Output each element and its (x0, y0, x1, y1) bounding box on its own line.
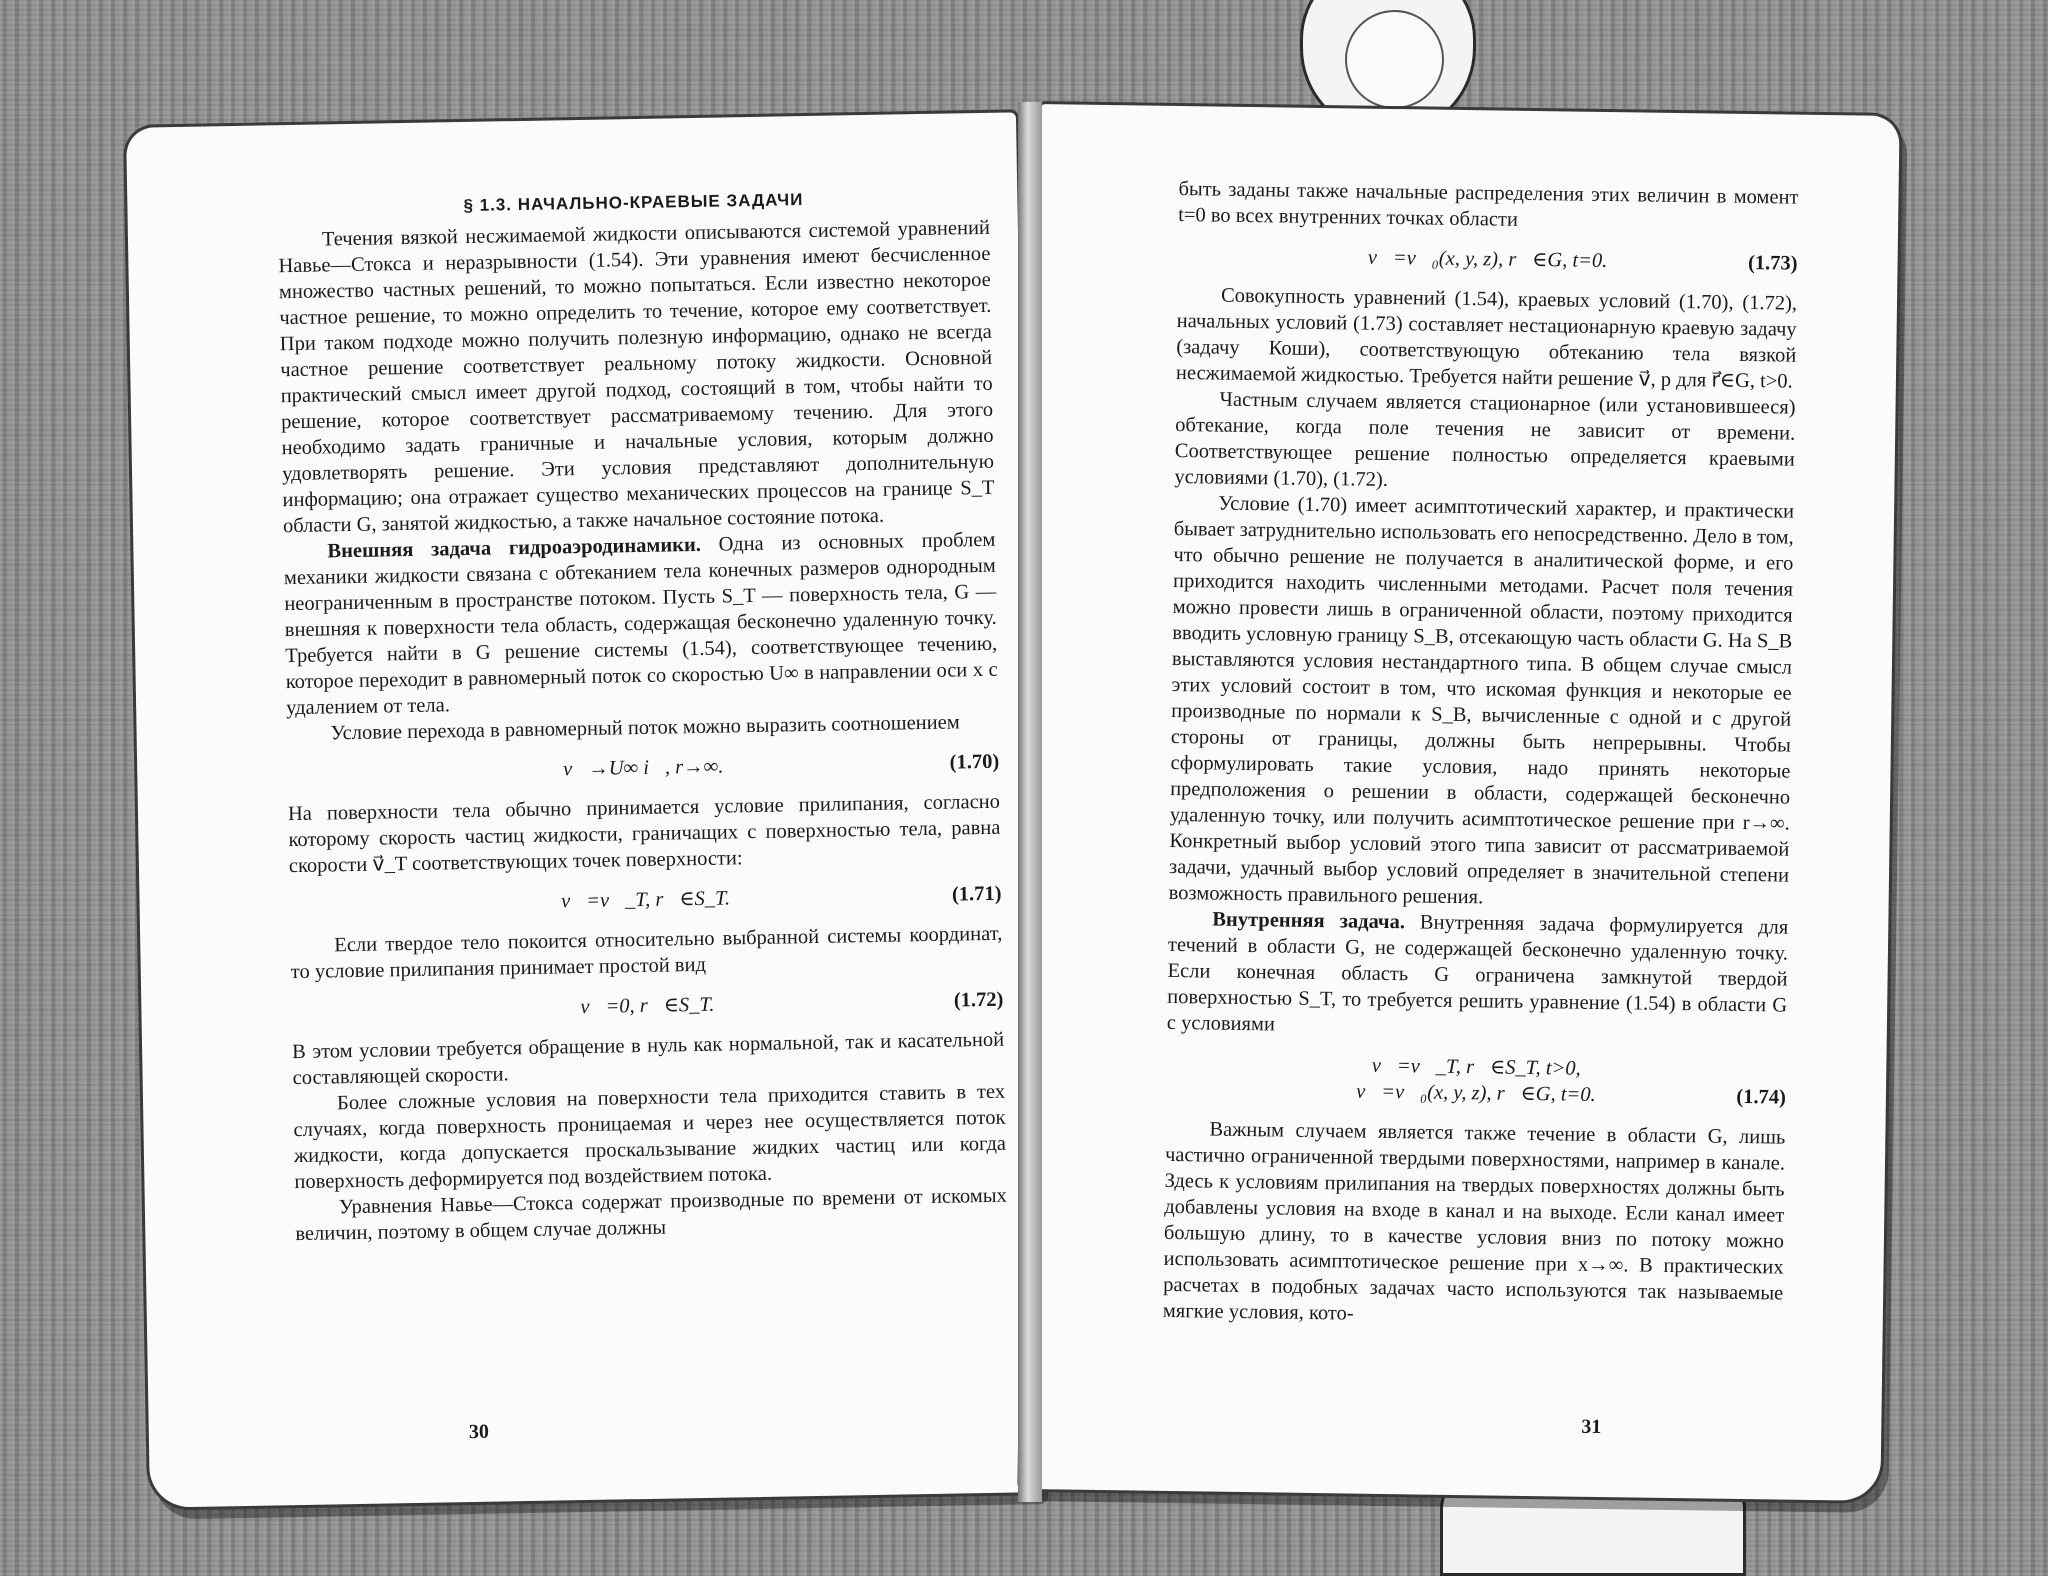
right-page-text (1163, 176, 1799, 1333)
paragraph: Совокупность уравнений (1.54), краевых условий (1.70), (1.72), начальных условий (1.73) составляет нестационарную краевую задачу (задачу Коши), соответствующую обтеканию тела вязкой несжимаемой жидкостью. Требуется найти решение v⃗, p для r⃗∈G, t>0. (1175, 284, 1798, 393)
subheading: Внутренняя задача. (1212, 908, 1406, 934)
formula (289, 881, 1001, 919)
paragraph: В этом условии требуется обращение в нуль как нормальной, так и касательной составляющей скорости. (291, 1028, 1005, 1090)
formula-number: (1.73) (1747, 251, 1798, 275)
paragraph: Важным случаем является также течение в области G, лишь частично ограниченной твердыми поверхностями, например в канале. Здесь к условиям прилипания на твердых поверхностях должны быть добавлены условия на входе в канал и на выходе. Если канал имеет большую длину, то в качестве условия вниз по потоку можно использовать асимптотическое решение при x→∞. В практических расчетах в подобных задачах часто используются так называемые мягкие условия, кото- (1162, 1118, 1786, 1325)
formula-expression: v⃗=v⃗₀(x, y, z), r⃗∈G, t=0. (1367, 246, 1608, 273)
formula-expression: v⃗=v⃗_T, r⃗∈S_T. (560, 887, 731, 913)
section-heading: § 1.3. НАЧАЛЬНО-КРАЕВЫЕ ЗАДАЧИ (463, 190, 804, 215)
paragraph: Частным случаем является стационарное (или установившееся) обтекание, когда поле течения не зависит от времени. Соответствующее решение полностью определяется краевыми условиями (1.70), (1.72). (1174, 388, 1796, 491)
paragraph (1167, 906, 1789, 1045)
formula-number: (1.71) (951, 882, 1002, 906)
page-number: 31 (1581, 1415, 1602, 1439)
paragraph: На поверхности тела обычно принимается условие прилипания, согласно которому скорость частиц жидкости, граничащих с поверхностью тела, равна скорости v⃗_T соответствующих точек поверхности: (287, 790, 1001, 878)
subheading: Внешняя задача гидроаэродинамики. (327, 533, 702, 563)
formula (1166, 1050, 1787, 1111)
right-page (1020, 104, 1899, 1501)
formula (287, 749, 999, 787)
paragraph: быть заданы также начальные распределения этих величин в момент t=0 во всех внутренних точках области (1178, 178, 1799, 231)
formula-expression: v⃗=v⃗₀(x, y, z), r⃗∈G, t=0. (1356, 1080, 1596, 1106)
paragraph: Уравнения Навье—Стокса содержат производные по времени от искомых величин, поэтому в общем случае должны (295, 1184, 1007, 1246)
paragraph (283, 527, 998, 721)
page-number: 30 (468, 1420, 490, 1444)
formula-number: (1.72) (953, 988, 1004, 1012)
formula (1177, 242, 1797, 277)
book-spine (1018, 102, 1042, 1502)
paragraph: Условие (1.70) имеет асимптотический характер, и практически бывает затруднительно использовать его непосредственно. Дело в том, что обычно решение не получается в аналитической форме, и его приходится находить численными методами. Расчет поля течения можно провести лишь в ограниченной области, поэтому приходится вводить условную границу S_B, отсекающую часть области G. На S_B выставляются условия нестандартного типа. В общем случае смысл этих условий состоит в том, что искомая функция и некоторые ее производные по нормали к S_B, вычисленные с одной и с другой стороны от границы, должны быть непрерывны. Чтобы сформулировать такие условия, надо принять некоторые предположения о решении в области, содержащей бесконечно удаленную точку, или получить асимптотическое решение при r→∞. Конкретный выбор условий этого типа зависит от рассматриваемой задачи, удачный выбор условий определяет в значительной степени возможность правильного решения. (1168, 492, 1795, 909)
left-page (126, 112, 1040, 1507)
paragraph-body: Одна из основных проблем механики жидкости связана с обтеканием тела конечных размеров однородным неограниченным в пространстве потоком. Пусть S_T — поверхность тела, G — внешняя к поверхности тела область, содержащая бесконечно удаленную точку. Требуется найти в G решение системы (1.54), соответствующее течению, которое переходит в равномерный поток со скоростью U∞ в направлении оси x с удалением от тела. (283, 528, 998, 720)
formula (291, 987, 1003, 1025)
paragraph-body: Внутренняя задача формулируется для течений в области G, не содержащей бесконечно удаленную точку. Если конечная область G ограничена замкнутой твердой поверхностью S_T, то требуется решить уравнение (1.54) в области G с условиями (1166, 911, 1789, 1036)
paragraph: Течения вязкой несжимаемой жидкости описываются системой уравнений Навье—Стокса и неразрывности (1.54). Эти уравнения имеют бесчисленное множество частных решений, то можно попытаться. Если известно некоторое частное решение, то можно определить то течение, которое ему соответствует. При таком подходе можно получить полезную информацию, однако не всегда частное решение соответствует реальному потоку жидкости. Основной практический смысл имеет другой подход, состоящий в том, чтобы найти то решение, которое соответствует рассматриваемому течению. Для этого необходимо задать граничные и начальные условия, которым должно удовлетворять решение. Эти условия представляют дополнительную информацию; она отражает существо механических процессов на границе S_T области G, занятой жидкостью, а также начальное состояние потока. (278, 216, 995, 538)
formula-number: (1.70) (949, 750, 1000, 774)
left-page-text (278, 215, 1008, 1247)
formula-expression: v⃗=0, r⃗∈S_T. (580, 993, 715, 1019)
paragraph: Если твердое тело покоится относительно выбранной системы координат, то условие прилипания принимает простой вид (290, 922, 1003, 984)
formula-expression: v⃗=v⃗_T, r⃗∈S_T, t>0, (1371, 1054, 1581, 1080)
open-book (138, 92, 1890, 1512)
formula-number: (1.74) (1736, 1085, 1787, 1109)
paragraph: Более сложные условия на поверхности тела приходится ставить в тех случаях, когда поверхность проницаемая и через нее осуществляется поток жидкости, когда допускается проскальзывание жидких частиц или когда поверхность деформируется под воздействием потока. (293, 1080, 1007, 1194)
formula-expression: v⃗→U∞ i⃗, r→∞. (562, 755, 724, 781)
paragraph: Условие перехода в равномерный поток можно выразить соотношением (330, 711, 960, 745)
